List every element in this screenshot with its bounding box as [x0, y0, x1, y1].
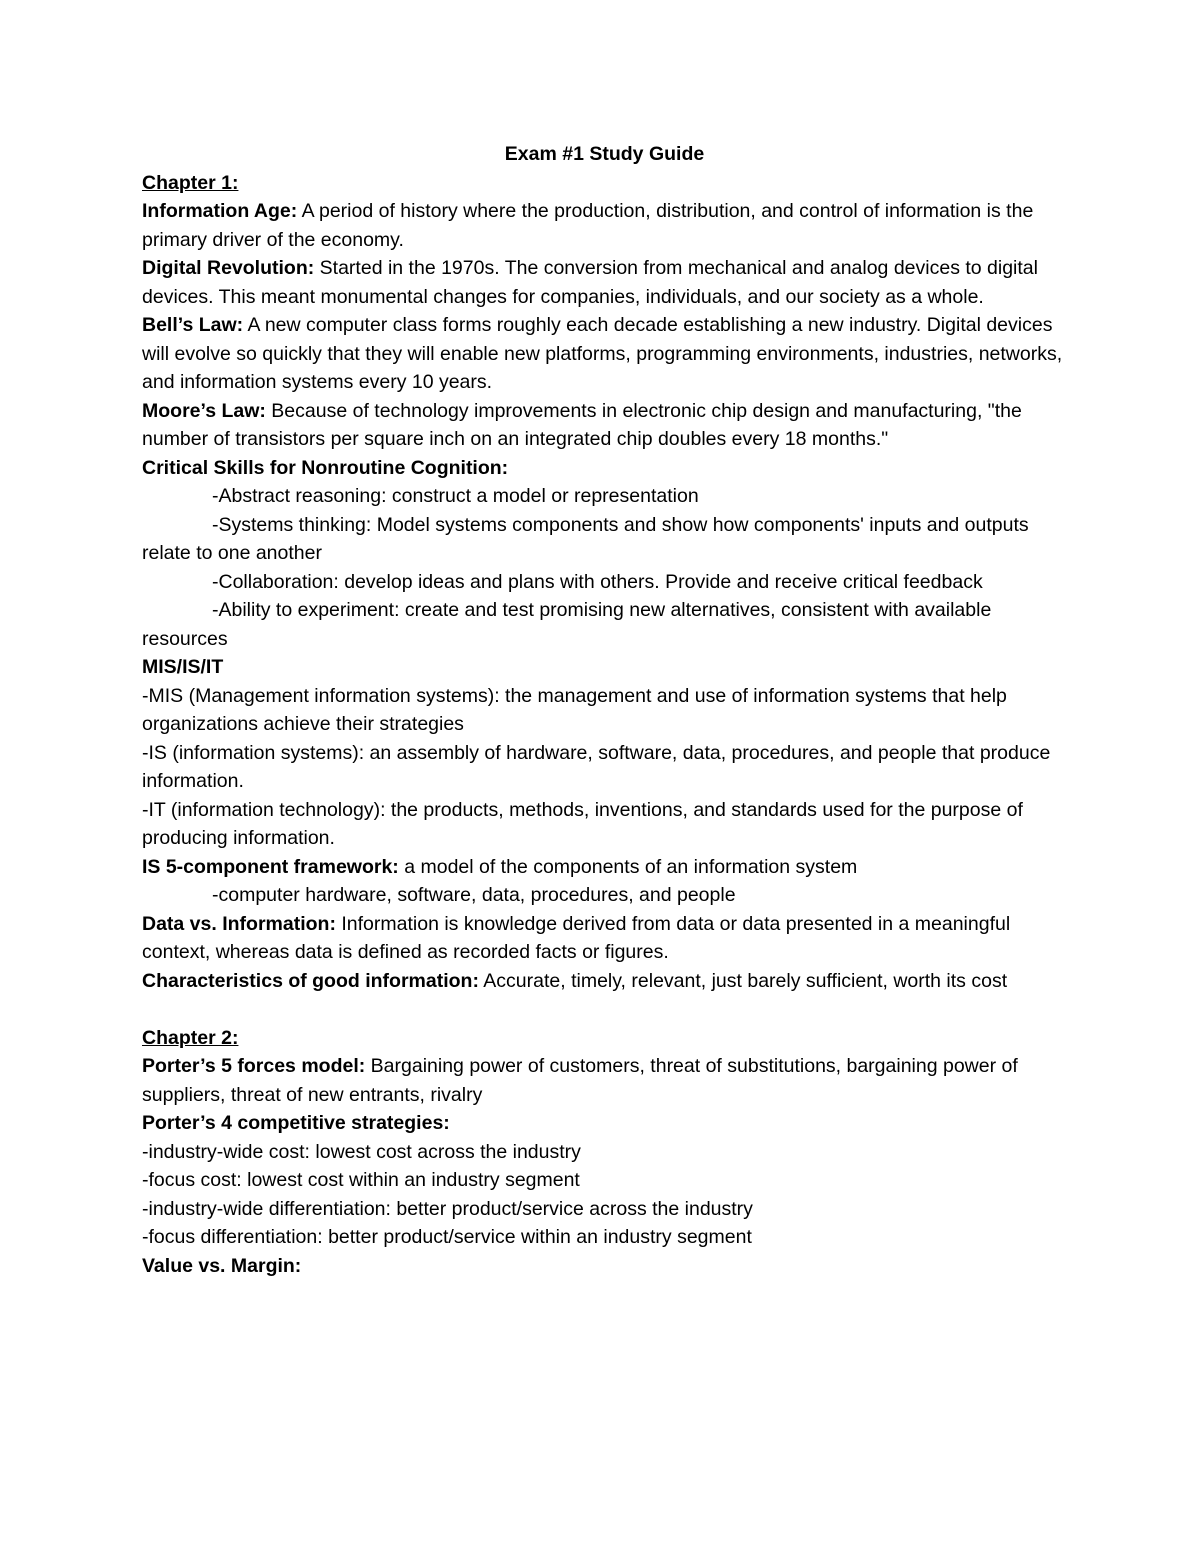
list-item: -industry-wide cost: lowest cost across the industry	[142, 1140, 581, 1163]
chapter-2-heading: Chapter 2:	[142, 1026, 239, 1049]
data-vs-information-entry	[142, 910, 1067, 967]
term-definition: Bargaining power of customers, threat of substitutions, bargaining power of suppliers, threat of new entrants, rivalry	[142, 1055, 1018, 1106]
mis-is-it-heading: MIS/IS/IT	[142, 656, 224, 678]
list-item: -computer hardware, software, data, procedures, and people	[212, 884, 736, 906]
list-item: -Abstract reasoning: construct a model or representation	[212, 485, 699, 507]
term-label: Data vs. Information:	[142, 912, 336, 935]
list-item: -Ability to experiment: create and test promising new alternatives, consistent with available resources	[142, 599, 992, 650]
document-page	[142, 140, 1067, 1280]
critical-skills-heading: Critical Skills for Nonroutine Cognition:	[142, 456, 509, 479]
list-item: -Collaboration: develop ideas and plans with others. Provide and receive critical feedback	[212, 570, 983, 593]
term-definition: A period of history where the production, distribution, and control of information is the primary driver of the economy.	[142, 200, 1034, 251]
list-item: -focus cost: lowest cost within an industry segment	[142, 1169, 580, 1191]
five-forces-entry	[142, 1052, 1067, 1109]
term-definition: Started in the 1970s. The conversion from mechanical and analog devices to digital devices. This meant monumental changes for companies, individuals, and our society as a whole.	[142, 257, 1038, 308]
term-label: Digital Revolution:	[142, 257, 315, 279]
spacer	[142, 995, 1067, 1024]
term-label: Characteristics of good information:	[142, 969, 479, 992]
list-item: -industry-wide differentiation: better product/service across the industry	[142, 1197, 753, 1220]
moores-law-entry	[142, 397, 1067, 454]
term-label: Bell’s Law:	[142, 314, 244, 336]
competitive-strategies-heading: Porter’s 4 competitive strategies:	[142, 1112, 450, 1134]
list-item: -MIS (Management information systems): the management and use of information systems that help organizations achieve their strategies	[142, 684, 1007, 735]
information-age-entry	[142, 197, 1067, 254]
page-title: Exam #1 Study Guide	[504, 143, 705, 165]
value-vs-margin-heading: Value vs. Margin:	[142, 1254, 302, 1277]
term-definition: Information is knowledge derived from data or data presented in a meaningful context, whereas data is defined as recorded facts or figures.	[142, 912, 1011, 963]
term-label: Information Age:	[142, 200, 298, 222]
term-label: Porter’s 5 forces model:	[142, 1055, 366, 1077]
chapter-1-heading: Chapter 1:	[142, 171, 239, 194]
term-definition: a model of the components of an information system	[398, 855, 858, 878]
list-item: -Systems thinking: Model systems components and show how components' inputs and outputs relate to one another	[142, 513, 1029, 564]
list-item: -focus differentiation: better product/service within an industry segment	[142, 1226, 752, 1248]
digital-revolution-entry	[142, 254, 1067, 311]
term-label: IS 5-component framework:	[142, 855, 399, 878]
list-item: -IS (information systems): an assembly of hardware, software, data, procedures, and people that produce information.	[142, 741, 1051, 792]
term-label: Moore’s Law:	[142, 399, 266, 422]
list-item: -IT (information technology): the products, methods, inventions, and standards used for the purpose of producing information.	[142, 798, 1023, 849]
is-framework-entry	[142, 853, 1067, 882]
term-definition: A new computer class forms roughly each decade establishing a new industry. Digital devices will evolve so quickly that they will enable new platforms, programming environments, industries, networks, and information systems every 10 years.	[142, 314, 1063, 393]
good-information-entry	[142, 967, 1067, 996]
bells-law-entry	[142, 311, 1067, 397]
term-definition: Because of technology improvements in electronic chip design and manufacturing, "the number of transistors per square inch on an integrated chip doubles every 18 months."	[142, 399, 1022, 450]
term-definition: Accurate, timely, relevant, just barely sufficient, worth its cost	[478, 969, 1008, 992]
